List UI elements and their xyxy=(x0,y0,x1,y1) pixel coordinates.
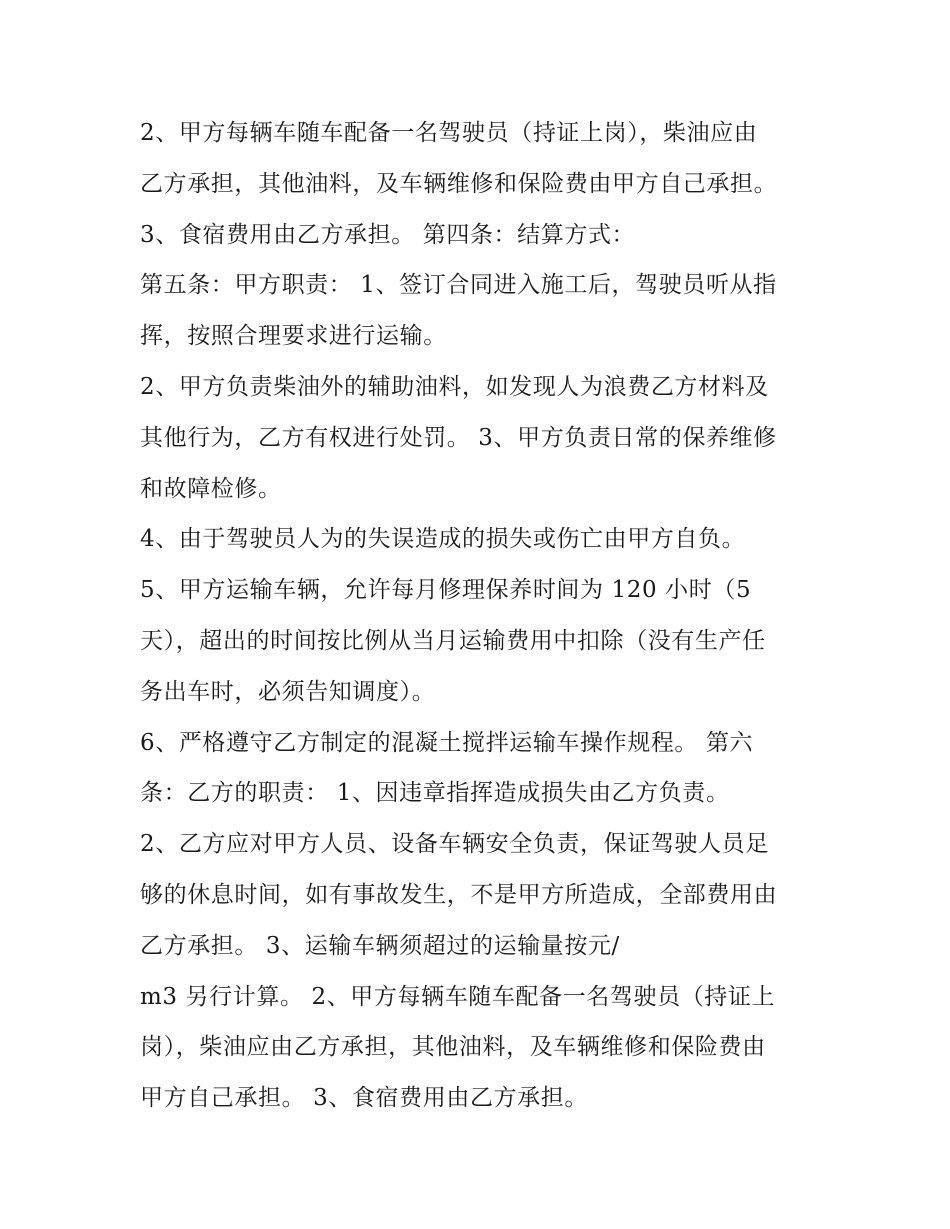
text-line: 2、乙方应对甲方人员、设备车辆安全负责，保证驾驶人员足 xyxy=(140,831,769,858)
text-line: m3 另行计算。 2、甲方每辆车随车配备一名驾驶员（持证上 xyxy=(140,983,776,1010)
text-line: 其他行为，乙方有权进行处罚。 3、甲方负责日常的保养维修 xyxy=(140,424,777,451)
text-line: 够的休息时间，如有事故发生，不是甲方所造成，全部费用由 xyxy=(140,881,778,908)
text-line: 天），超出的时间按比例从当月运输费用中扣除（没有生产任 xyxy=(140,627,766,654)
text-line: 条：乙方的职责： 1、因违章指挥造成损失由乙方负责。 xyxy=(140,780,730,807)
text-line: 岗），柴油应由乙方承担，其他油料，及车辆维修和保险费由 xyxy=(140,1034,766,1061)
text-line: 第五条：甲方职责： 1、签订合同进入施工后，驾驶员听从指 xyxy=(140,272,777,299)
text-line: 6、严格遵守乙方制定的混凝土搅拌运输车操作规程。 第六 xyxy=(140,729,754,756)
text-line: 乙方承担，其他油料，及车辆维修和保险费由甲方自己承担。 xyxy=(140,170,778,197)
text-line: 4、由于驾驶员人为的失误造成的损失或伤亡由甲方自负。 xyxy=(140,526,746,553)
text-line: 2、甲方负责柴油外的辅助油料，如发现人为浪费乙方材料及 xyxy=(140,373,769,400)
text-line: 甲方自己承担。 3、食宿费用由乙方承担。 xyxy=(140,1085,588,1112)
text-line: 务出车时，必须告知调度）。 xyxy=(140,678,436,705)
text-line: 挥，按照合理要求进行运输。 xyxy=(140,323,447,350)
text-line: 和故障检修。 xyxy=(140,475,282,502)
document-body xyxy=(140,108,820,1124)
text-line: 5、甲方运输车辆，允许每月修理保养时间为 120 小时（5 xyxy=(140,577,752,604)
text-line: 3、食宿费用由乙方承担。 第四条：结算方式： xyxy=(140,221,636,248)
text-line: 2、甲方每辆车随车配备一名驾驶员（持证上岗），柴油应由 xyxy=(140,120,758,146)
text-line: 乙方承担。 3、运输车辆须超过的运输量按元/ xyxy=(140,932,620,959)
